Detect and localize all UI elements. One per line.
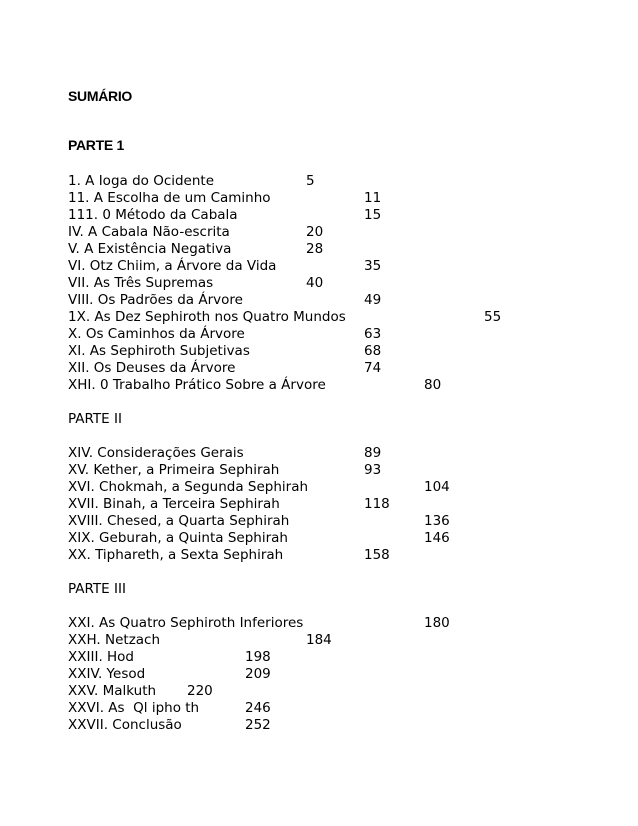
toc-entry-page: 80 [424,377,442,393]
toc-entry-page: 118 [364,496,390,512]
toc-entry [0,207,638,224]
toc-entry [0,683,638,700]
part-3-heading: PARTE III [68,581,126,597]
toc-entry-page: 180 [424,615,450,631]
toc-entry-page: 104 [424,479,450,495]
toc-entry [0,309,638,326]
toc-entry-page: 198 [245,649,271,665]
toc-entry-label: 1. A Ioga do Ocidente [68,173,215,189]
toc-entry [0,173,638,190]
toc-entry [0,513,638,530]
toc-entry-page: 220 [187,683,213,699]
toc-entry-label: 111. 0 Método da Cabala [68,207,238,223]
toc-entry [0,666,638,683]
toc-entry [0,224,638,241]
toc-entry-page: 209 [245,666,271,682]
toc-entry-label: XI. As Sephiroth Subjetivas [68,343,250,359]
toc-entry [0,445,638,462]
toc-entry-label: XX. Tiphareth, a Sexta Sephirah [68,547,284,563]
toc-entry-page: 246 [245,700,271,716]
toc-entry-label: 11. A Escolha de um Caminho [68,190,271,206]
toc-entry-label: V. A Existência Negativa [68,241,232,257]
toc-entry-label: XXH. Netzach [68,632,161,648]
toc-entry-label: VIII. Os Padrões da Árvore [68,292,243,308]
toc-entry-label: XXVI. As Ql ipho th [68,700,200,716]
toc-entry-page: 74 [364,360,382,376]
toc-entry [0,190,638,207]
toc-entry-label: VII. As Três Supremas [68,275,214,291]
toc-entry-label: X. Os Caminhos da Árvore [68,326,245,342]
toc-entry-page: 63 [364,326,382,342]
toc-entry [0,530,638,547]
toc-entry-page: 35 [364,258,382,274]
toc-entry-label: XXIII. Hod [68,649,135,665]
toc-entry [0,326,638,343]
toc-entry-page: 49 [364,292,382,308]
toc-entry-page: 5 [306,173,315,189]
toc-entry-page: 136 [424,513,450,529]
toc-entry [0,479,638,496]
toc-entry-label: XIV. Considerações Gerais [68,445,244,461]
toc-entry [0,615,638,632]
toc-entry-label: XXVII. Conclusão [68,717,182,733]
toc-entry-label: VI. Otz Chiim, a Árvore da Vida [68,258,277,274]
toc-entry-page: 55 [484,309,502,325]
toc-entry-page: 28 [306,241,324,257]
toc-entry-label: XVIII. Chesed, a Quarta Sephirah [68,513,290,529]
toc-entry-page: 184 [306,632,332,648]
toc-entry [0,700,638,717]
toc-entry-page: 93 [364,462,382,478]
toc-entry [0,343,638,360]
toc-entry-page: 20 [306,224,324,240]
toc-entry-label: XXIV. Yesod [68,666,146,682]
toc-entry-label: IV. A Cabala Não-escrita [68,224,230,240]
toc-entry-page: 89 [364,445,382,461]
toc-entry [0,462,638,479]
toc-entry [0,241,638,258]
toc-entry [0,547,638,564]
part-1-heading: PARTE 1 [68,137,124,153]
toc-entry-label: XV. Kether, a Primeira Sephirah [68,462,280,478]
toc-entry-page: 15 [364,207,382,223]
toc-entry-page: 146 [424,530,450,546]
toc-entry-label: XXV. Malkuth [68,683,157,699]
toc-entry [0,360,638,377]
part-2-heading: PARTE II [68,411,122,427]
toc-entry-label: 1X. As Dez Sephiroth nos Quatro Mundos [68,309,346,325]
toc-entry-page: 11 [364,190,382,206]
toc-entry-label: XII. Os Deuses da Árvore [68,360,236,376]
toc-entry-page: 40 [306,275,324,291]
toc-entry [0,496,638,513]
page-title: SUMÁRIO [68,88,133,104]
toc-entry [0,275,638,292]
toc-entry [0,632,638,649]
toc-entry [0,258,638,275]
toc-entry [0,292,638,309]
toc-entry-page: 68 [364,343,382,359]
toc-entry-label: XXI. As Quatro Sephiroth Inferiores [68,615,304,631]
toc-entry-label: XVII. Binah, a Terceira Sephirah [68,496,280,512]
toc-entry [0,649,638,666]
toc-entry-label: XVI. Chokmah, a Segunda Sephirah [68,479,309,495]
toc-entry-label: XIX. Geburah, a Quinta Sephirah [68,530,288,546]
toc-entry-page: 252 [245,717,271,733]
toc-entry [0,377,638,394]
toc-entry [0,717,638,734]
toc-entry-label: XHI. 0 Trabalho Prático Sobre a Árvore [68,377,326,393]
toc-entry-page: 158 [364,547,390,563]
